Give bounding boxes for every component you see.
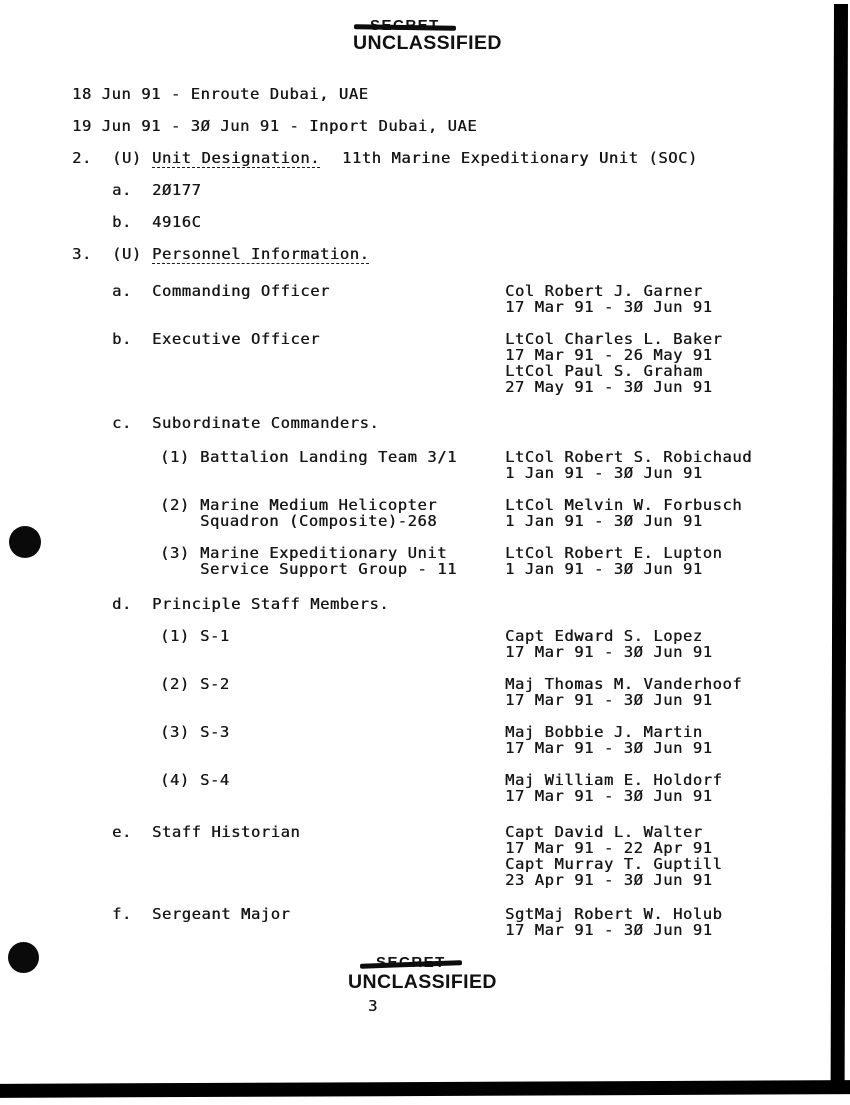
section-2-item-label: b. bbox=[112, 213, 132, 231]
entry-person: Maj William E. Holdorf bbox=[505, 771, 723, 789]
section-3-marking: (U) bbox=[112, 245, 142, 263]
sub-entry-label: (3) bbox=[160, 723, 190, 741]
sub-entry-title: S-4 bbox=[200, 771, 230, 789]
entry-person: Maj Bobbie J. Martin bbox=[505, 723, 703, 741]
entry-person: LtCol Paul S. Graham bbox=[505, 362, 703, 380]
entry-person: LtCol Melvin W. Forbusch bbox=[505, 496, 743, 514]
entry-person: LtCol Robert S. Robichaud bbox=[505, 448, 753, 466]
entry-label: a. bbox=[112, 282, 132, 300]
entry-title: Staff Historian bbox=[152, 823, 301, 841]
entry-title: Commanding Officer bbox=[152, 282, 330, 300]
sub-entry-label: (1) bbox=[160, 627, 190, 645]
section-2-subject: 11th Marine Expeditionary Unit (SOC) bbox=[342, 149, 698, 167]
sub-entry-label: (2) bbox=[160, 496, 190, 514]
entry-dates: 17 Mar 91 - 26 May 91 bbox=[505, 346, 713, 364]
section-2-item-value: 4916C bbox=[152, 213, 202, 231]
sub-entry-title: S-2 bbox=[200, 675, 230, 693]
entry-label: c. bbox=[112, 414, 132, 432]
entry-person: LtCol Charles L. Baker bbox=[505, 330, 723, 348]
sub-entry-title: Marine Expeditionary Unit bbox=[200, 544, 448, 562]
entry-dates: 1 Jan 91 - 3Ø Jun 91 bbox=[505, 560, 703, 578]
page-number: 3 bbox=[368, 997, 378, 1015]
entry-person: SgtMaj Robert W. Holub bbox=[505, 905, 723, 923]
entry-dates: 17 Mar 91 - 3Ø Jun 91 bbox=[505, 787, 713, 805]
entry-dates: 17 Mar 91 - 3Ø Jun 91 bbox=[505, 921, 713, 939]
entry-dates: 17 Mar 91 - 22 Apr 91 bbox=[505, 839, 713, 857]
entry-dates: 1 Jan 91 - 3Ø Jun 91 bbox=[505, 512, 703, 530]
entry-label: e. bbox=[112, 823, 132, 841]
entry-dates: 1 Jan 91 - 3Ø Jun 91 bbox=[505, 464, 703, 482]
entry-person: Capt Edward S. Lopez bbox=[505, 627, 703, 645]
entry-dates: 17 Mar 91 - 3Ø Jun 91 bbox=[505, 691, 713, 709]
section-2-item-value: 2Ø177 bbox=[152, 181, 202, 199]
sub-entry-title: Battalion Landing Team 3/1 bbox=[200, 448, 457, 466]
entry-title: Principle Staff Members. bbox=[152, 595, 390, 613]
entry-label: b. bbox=[112, 330, 132, 348]
sub-entry-title: S-1 bbox=[200, 627, 230, 645]
section-2-number: 2. bbox=[72, 149, 92, 167]
scan-edge-artifact-bottom bbox=[0, 1080, 850, 1098]
sub-entry-label: (3) bbox=[160, 544, 190, 562]
sub-entry-title: S-3 bbox=[200, 723, 230, 741]
section-2-item-label: a. bbox=[112, 181, 132, 199]
chronology-line: 19 Jun 91 - 3Ø Jun 91 - Inport Dubai, UAE bbox=[72, 117, 478, 135]
sub-entry-title: Service Support Group - 11 bbox=[200, 560, 457, 578]
footer-classification: UNCLASSIFIED bbox=[348, 971, 497, 993]
entry-dates: 17 Mar 91 - 3Ø Jun 91 bbox=[505, 643, 713, 661]
entry-dates: 17 Mar 91 - 3Ø Jun 91 bbox=[505, 739, 713, 757]
section-2-marking: (U) bbox=[112, 149, 142, 167]
hole-punch-mark-top bbox=[9, 526, 41, 558]
hole-punch-mark-bottom bbox=[8, 942, 39, 973]
entry-title: Sergeant Major bbox=[152, 905, 291, 923]
entry-label: d. bbox=[112, 595, 132, 613]
section-3-title: Personnel Information. bbox=[152, 245, 370, 263]
entry-person: Capt Murray T. Guptill bbox=[505, 855, 723, 873]
entry-dates: 27 May 91 - 3Ø Jun 91 bbox=[505, 378, 713, 396]
sub-entry-label: (4) bbox=[160, 771, 190, 789]
header-classification: UNCLASSIFIED bbox=[353, 32, 502, 54]
section-3-number: 3. bbox=[72, 245, 92, 263]
sub-entry-title: Squadron (Composite)-268 bbox=[200, 512, 438, 530]
section-2-title: Unit Designation. bbox=[152, 149, 320, 167]
entry-person: Col Robert J. Garner bbox=[505, 282, 703, 300]
sub-entry-label: (2) bbox=[160, 675, 190, 693]
entry-person: LtCol Robert E. Lupton bbox=[505, 544, 723, 562]
entry-dates: 17 Mar 91 - 3Ø Jun 91 bbox=[505, 298, 713, 316]
entry-person: Maj Thomas M. Vanderhoof bbox=[505, 675, 743, 693]
sub-entry-label: (1) bbox=[160, 448, 190, 466]
entry-title: Subordinate Commanders. bbox=[152, 414, 380, 432]
entry-dates: 23 Apr 91 - 3Ø Jun 91 bbox=[505, 871, 713, 889]
footer-struck-classification bbox=[376, 954, 446, 971]
sub-entry-title: Marine Medium Helicopter bbox=[200, 496, 438, 514]
entry-title: Executive Officer bbox=[152, 330, 320, 348]
entry-person: Capt David L. Walter bbox=[505, 823, 703, 841]
chronology-line: 18 Jun 91 - Enroute Dubai, UAE bbox=[72, 85, 369, 103]
scan-edge-artifact-right bbox=[831, 4, 848, 1092]
entry-label: f. bbox=[112, 905, 132, 923]
